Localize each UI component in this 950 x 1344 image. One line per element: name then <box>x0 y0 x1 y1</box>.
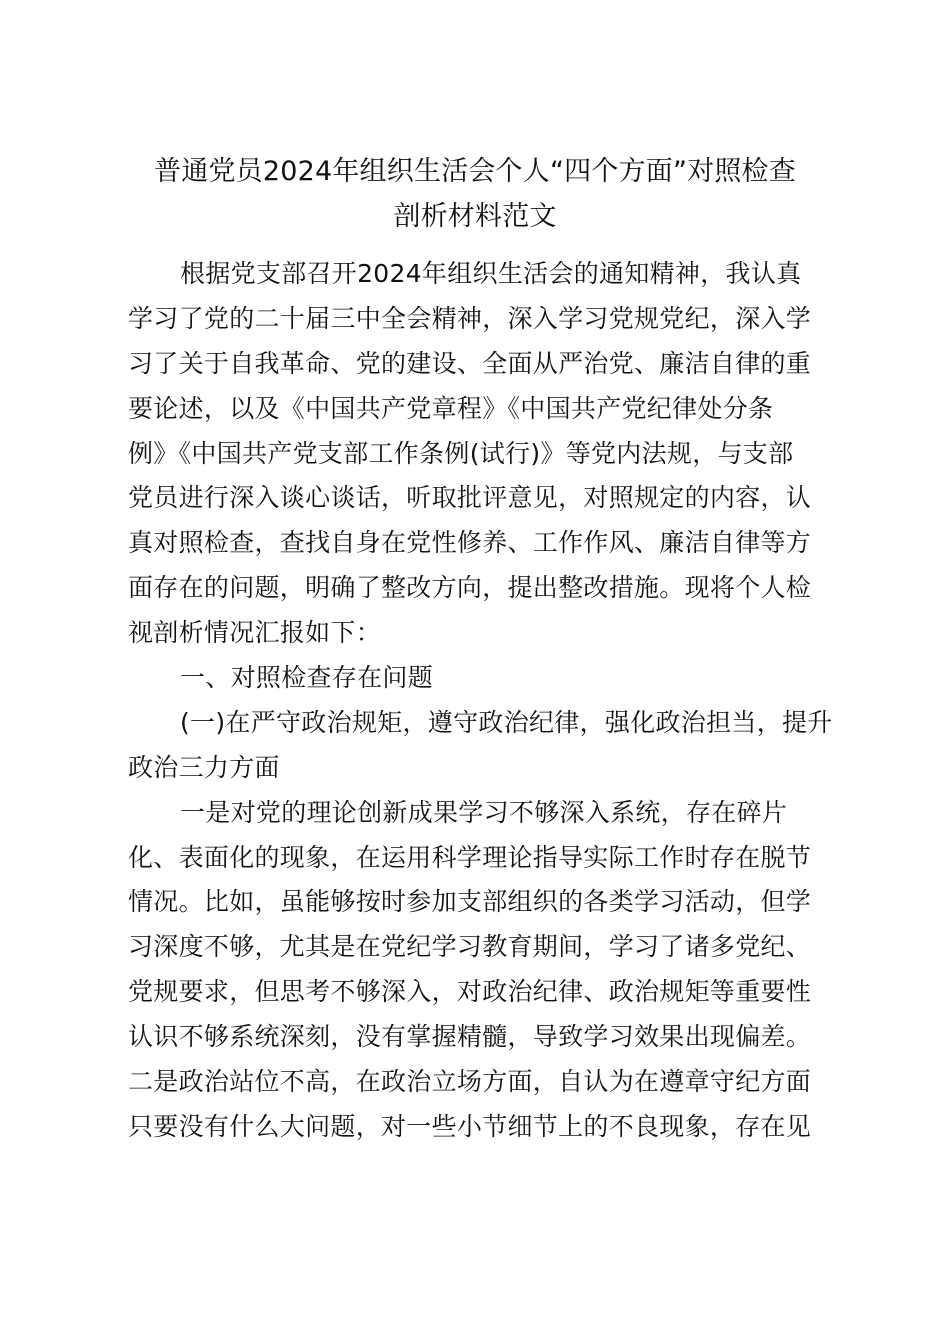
paragraph-intro-line-4: 要论述，以及《中国共产党章程》《中国共产党纪律处分条 <box>128 393 774 423</box>
paragraph-issue-line-5: 党规要求，但思考不够深入，对政治纪律、政治规矩等重要性 <box>128 977 812 1007</box>
paragraph-issue-line-2: 化、表面化的现象，在运用科学理论指导实际工作时存在脱节 <box>128 842 812 872</box>
paragraph-intro-line-7: 真对照检查，查找自身在党性修养、工作作风、廉洁自律等方 <box>128 528 812 558</box>
document-title-line-1: 普通党员2024年组织生活会个人“四个方面”对照检查 <box>154 156 796 187</box>
paragraph-issue-line-4: 习深度不够，尤其是在党纪学习教育期间，学习了诸多党纪、 <box>128 932 812 962</box>
document-title-line-2: 剖析材料范文 <box>393 201 557 232</box>
paragraph-intro-line-2: 学习了党的二十届三中全会精神，深入学习党规党纪，深入学 <box>128 303 812 333</box>
section-heading-1: 一、对照检查存在问题 <box>180 663 434 693</box>
document-body <box>128 252 833 1150</box>
paragraph-issue-line-7: 二是政治站位不高，在政治立场方面，自认为在遵章守纪方面 <box>128 1067 812 1097</box>
paragraph-intro-line-9: 视剖析情况汇报如下： <box>128 618 382 648</box>
paragraph-intro-line-6: 党员进行深入谈心谈话，听取批评意见，对照规定的内容，认 <box>128 483 812 513</box>
paragraph-issue-line-1: 一是对党的理论创新成果学习不够深入系统，存在碎片 <box>180 797 788 827</box>
paragraph-intro-line-5: 例》《中国共产党支部工作条例(试行)》等党内法规，与支部 <box>128 438 794 468</box>
paragraph-issue-line-6: 认识不够系统深刻，没有掌握精髓，导致学习效果出现偏差。 <box>128 1022 812 1052</box>
paragraph-intro-line-1: 根据党支部召开2024年组织生活会的通知精神，我认真 <box>180 259 802 288</box>
subsection-heading-1-line-2: 政治三力方面 <box>128 752 280 782</box>
paragraph-intro-line-8: 面存在的问题，明确了整改方向，提出整改措施。现将个人检 <box>128 573 812 603</box>
paragraph-issue-line-3: 情况。比如，虽能够按时参加支部组织的各类学习活动，但学 <box>128 887 812 917</box>
paragraph-issue-line-8: 只要没有什么大问题，对一些小节细节上的不良现象，存在见 <box>128 1111 812 1141</box>
subsection-heading-1-line-1: (一)在严守政治规矩，遵守政治纪律，强化政治担当，提升 <box>180 707 833 737</box>
paragraph-intro-line-3: 习了关于自我革命、党的建设、全面从严治党、廉洁自律的重 <box>128 348 812 378</box>
